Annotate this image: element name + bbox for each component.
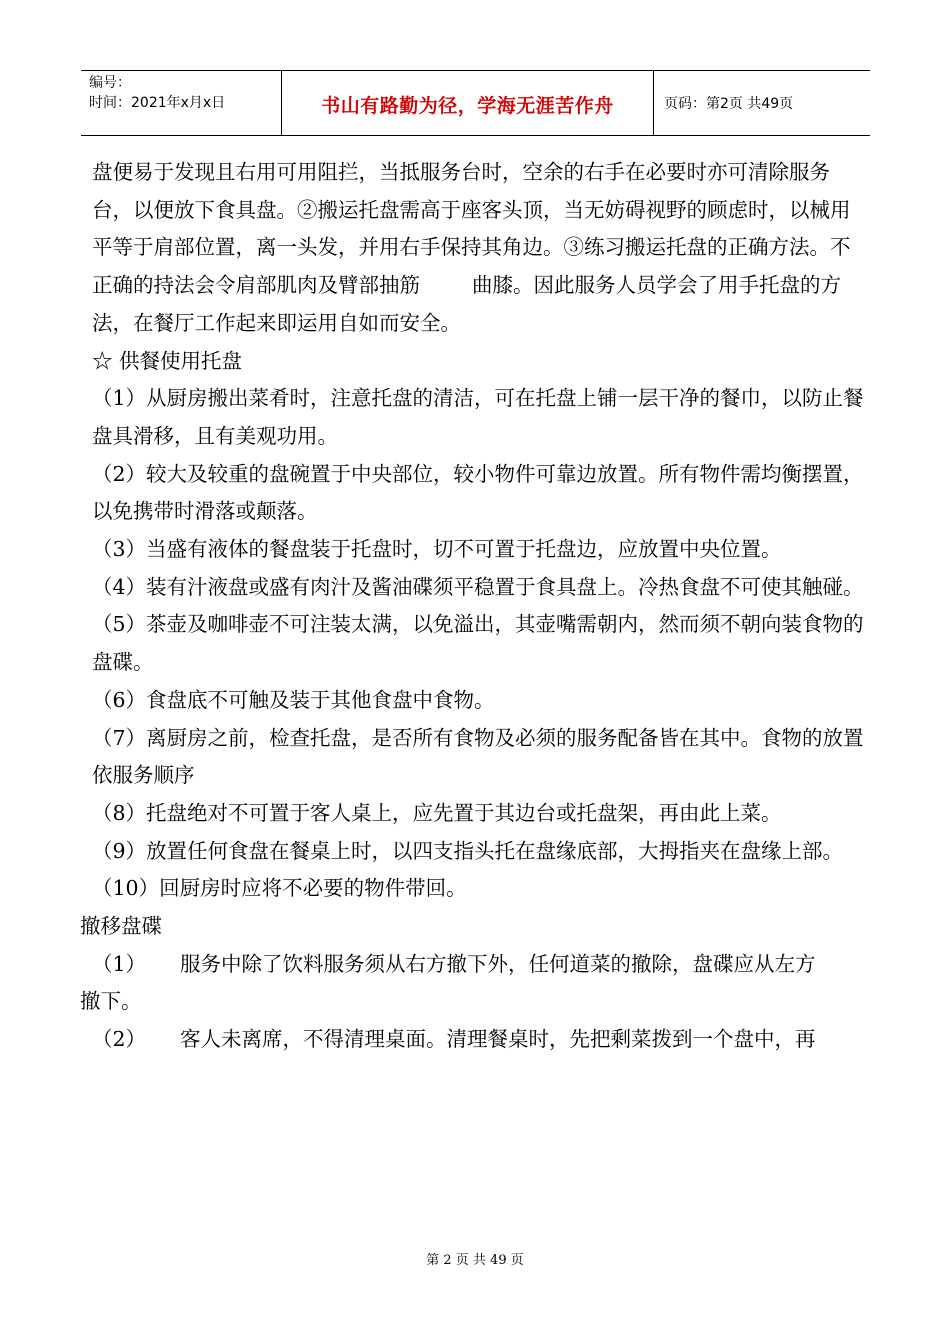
list-item: （9）放置任何食盘在餐桌上时，以四支指头托在盘缘底部，大拇指夹在盘缘上部。 bbox=[92, 838, 844, 863]
document-number-label: 编号： bbox=[89, 75, 131, 91]
numbered-item bbox=[92, 1021, 867, 1059]
numbered-item-text: 服务中除了饮料服务须从右方撤下外，任何道菜的撤除，盘碟应从左方 bbox=[180, 951, 816, 976]
page-footer: 第 2 页 共 49 页 bbox=[426, 1253, 524, 1268]
header-page-number: 页码：第2页 共49页 bbox=[664, 96, 794, 112]
document-date-label: 时间：2021年x月x日 bbox=[89, 95, 226, 111]
numbered-item-continuation: 撤下。 bbox=[80, 989, 142, 1014]
section-title: ☆ 供餐使用托盘 bbox=[92, 348, 243, 373]
numbered-item-number: （2） bbox=[92, 1027, 147, 1052]
header-motto-cell bbox=[282, 71, 654, 135]
numbered-item-text: 客人未离席，不得清理桌面。清理餐桌时，先把剩菜拨到一个盘中，再 bbox=[180, 1027, 816, 1052]
page-header bbox=[81, 70, 870, 136]
list-item: （1）从厨房搬出菜肴时，注意托盘的清洁，可在托盘上铺一层干净的餐巾，以防止餐盘具滑移，且有美观功用。 bbox=[92, 386, 864, 448]
list-item: （2）较大及较重的盘碗置于中央部位，较小物件可靠边放置。所有物件需均衡摆置，以免携带时滑落或颠落。 bbox=[92, 461, 864, 524]
header-meta-cell bbox=[81, 71, 282, 135]
body-paragraph bbox=[92, 154, 867, 343]
list-item: （10）回厨房时应将不必要的物件带回。 bbox=[92, 876, 467, 901]
numbered-item-number: （1） bbox=[92, 951, 147, 976]
list-item: （6）食盘底不可触及装于其他食盘中食物。 bbox=[92, 687, 495, 712]
header-page-cell bbox=[654, 71, 870, 135]
list-item: （4）装有汁液盘或盛有肉汁及酱油碟须平稳置于食具盘上。冷热食盘不可使其触碰。 bbox=[92, 574, 864, 599]
numbered-item bbox=[92, 946, 867, 984]
document-body bbox=[80, 154, 867, 1059]
list-item: （5）茶壶及咖啡壶不可注装太满，以免溢出，其壶嘴需朝内，然而须不朝向装食物的盘碟。 bbox=[92, 612, 864, 675]
header-motto: 书山有路勤为径，学海无涯苦作舟 bbox=[321, 94, 614, 117]
body-paragraph-part-a: 盘便易于发现且右用可用阻拦，当抵服务台时，空余的右手在必要时亦可清除服务台，以便放下食具盘。②搬运托盘需高于座客头顶，当无妨碍视野的顾虑时，以械用平等于肩部位置，离一头发，并用右手保持其角边。③练习搬运托盘的正确方法。不正确的持法会令肩部肌肉及臂部抽筋 bbox=[92, 160, 851, 298]
list-item: （7）离厨房之前，检查托盘，是否所有食物及必须的服务配备皆在其中。食物的放置依服务顺序 bbox=[92, 725, 864, 788]
list-item: （3）当盛有液体的餐盘装于托盘时，切不可置于托盘边，应放置中央位置。 bbox=[92, 537, 782, 562]
list-item: （8）托盘绝对不可置于客人桌上，应先置于其边台或托盘架，再由此上菜。 bbox=[92, 800, 782, 825]
body-paragraph-part-b: 曲膝。因此服务人员学会了用手托盘的方法，在餐厅工作起来即运用自如而安全。 bbox=[92, 273, 841, 335]
subheading: 撤移盘碟 bbox=[80, 914, 162, 939]
